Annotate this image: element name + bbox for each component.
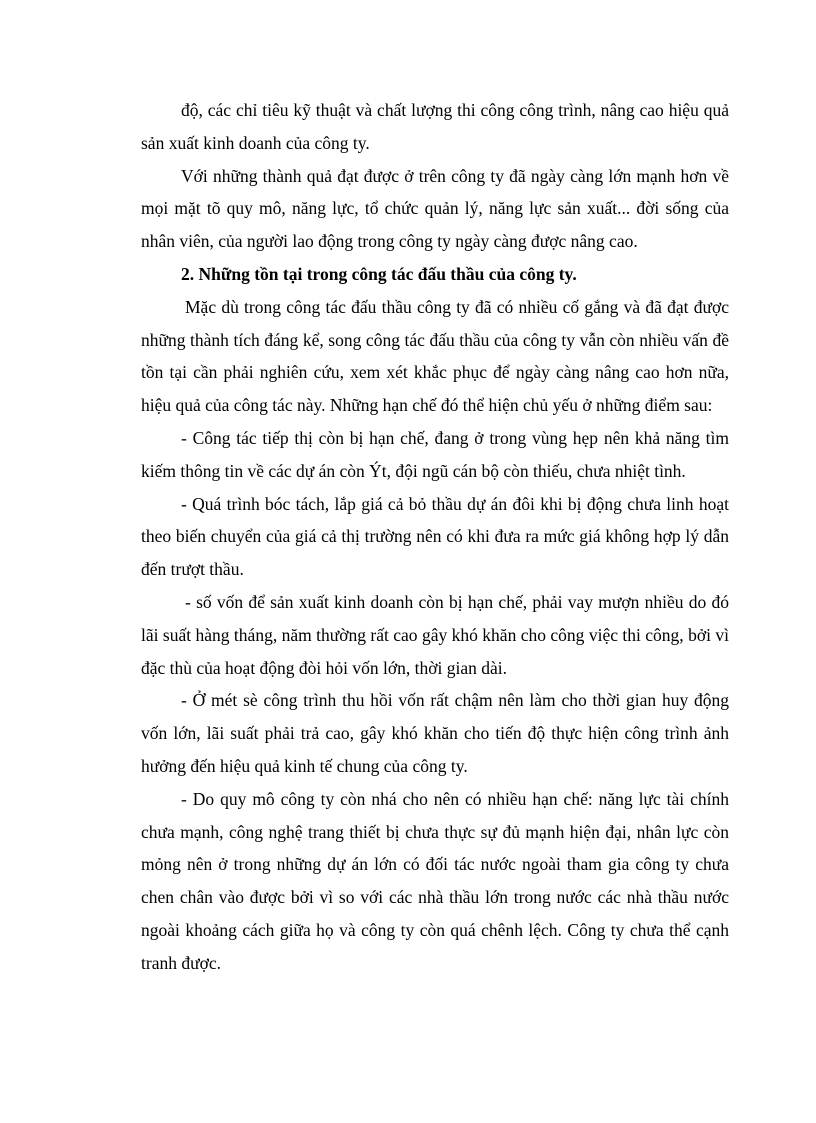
paragraph-marketing: - Công tác tiếp thị còn bị hạn chế, đang ở trong vùng hẹp nên khả năng tìm kiếm thông tin về các dự án còn Ýt, đội ngũ cán bộ còn thiếu, chưa nhiệt tình. [141,427,729,481]
paragraph-intro: Mặc dù trong công tác đấu thầu công ty đã có nhiều cố gắng và đã đạt được những thành tích đáng kể, song công tác đấu thầu của công ty vẫn còn nhiều vấn đề tồn tại cần phải nghiên cứu, xem xét khắc phục để ngày càng nâng cao hơn nữa, hiệu quả của công tác này. Những hạn chế đó thể hiện chủ yếu ở những điểm sau: [141,296,729,416]
paragraph-scale: - Do quy mô công ty còn nhá cho nên có nhiều hạn chế: năng lực tài chính chưa mạnh, công nghệ trang thiết bị chưa thực sự đủ mạnh hiện đại, nhân lực còn mỏng nên ở trong những dự án lớn có đối tác nước ngoài tham gia công ty chưa chen chân vào được bởi vì so với các nhà thầu lớn trong nước các nhà thầu nước ngoài khoảng cách giữa họ và công ty còn quá chênh lệch. Công ty chưa thể cạnh tranh được. [141,788,729,973]
paragraph-continuation: độ, các chỉ tiêu kỹ thuật và chất lượng thi công công trình, nâng cao hiệu quả sản xuất kinh doanh của công ty. [141,100,729,153]
paragraph-pricing: - Quá trình bóc tách, lắp giá cả bỏ thầu dự án đôi khi bị động chưa linh hoạt theo biến chuyển của giá cả thị trường nên có khi đưa ra mức giá không hợp lý dẫn đến trượt thầu. [141,493,729,580]
paragraph-recovery: - Ở mét sè công trình thu hồi vốn rất chậm nên làm cho thời gian huy động vốn lớn, lãi suất phải trả cao, gây khó khăn cho tiến độ thực hiện công trình ảnh hưởng đến hiệu quả kinh tế chung của công ty. [141,690,729,776]
section-heading: 2. Những tồn tại trong công tác đấu thầu của công ty. [181,263,577,284]
paragraph-capital: - số vốn để sản xuất kinh doanh còn bị hạn chế, phải vay mượn nhiều do đó lãi suất hàng tháng, năm thường rất cao gây khó khăn cho công việc thi công, bởi vì đặc thù của hoạt động đòi hỏi vốn lớn, thời gian dài. [141,591,729,678]
paragraph-achievements: Với những thành quả đạt được ở trên công ty đã ngày càng lớn mạnh hơn về mọi mặt tõ quy mô, năng lực, tổ chức quản lý, năng lực sản xuất... đời sống của nhân viên, của người lao động trong công ty ngày càng được nâng cao. [141,165,729,252]
document-body [141,94,729,980]
